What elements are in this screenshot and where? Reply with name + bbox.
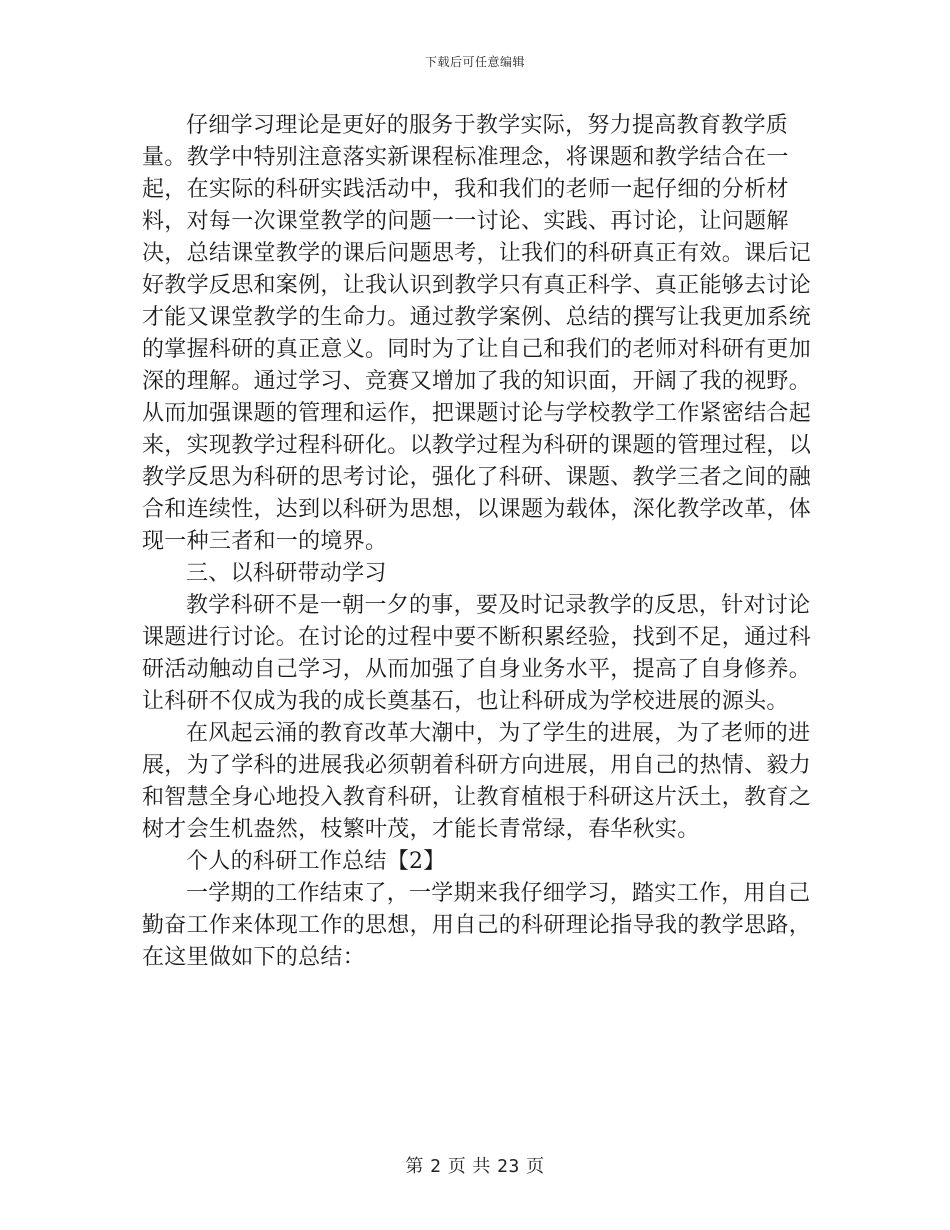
footer-middle: 页 共 [447,1156,491,1177]
footer-prefix: 第 [405,1156,424,1177]
paragraph-3: 在风起云涌的教育改革大潮中，为了学生的进展，为了老师的进展，为了学科的进展我必须朝着科研方向进展，用自己的热情、毅力和智慧全身心地投入教育科研，让教育植根于科研这片沃土，教育之树才会生机盎然，枝繁叶茂，才能长青常绿，春华秋实。 [142,721,812,842]
paragraph-4: 一学期的工作结束了，一学期来我仔细学习，踏实工作，用自己勤奋工作来体现工作的思想，用自己的科研理论指导我的教学思路，在这里做如下的总结： [142,881,812,970]
paragraph-2: 教学科研不是一朝一夕的事，要及时记录教学的反思，针对讨论课题进行讨论。在讨论的过程中要不断积累经验，找到不足，通过科研活动触动自己学习，从而加强了自身业务水平，提高了自身修养。让科研不仅成为我的成长奠基石，也让科研成为学校进展的源头。 [142,593,812,714]
footer-page-number: 2 [430,1156,442,1177]
footer-suffix: 页 [526,1156,545,1177]
page-header: 下载后可任意编辑 [424,55,525,69]
paragraph-1: 仔细学习理论是更好的服务于教学实际，努力提高教育教学质量。教学中特别注意落实新课程标准理念，将课题和教学结合在一起，在实际的科研实践活动中，我和我们的老师一起仔细的分析材料，对每一次课堂教学的问题一一讨论、实践、再讨论，让问题解决，总结课堂教学的课后问题思考，让我们的科研真正有效。课后记好教学反思和案例，让我认识到教学只有真正科学、真正能够去讨论才能又课堂教学的生命力。通过教学案例、总结的撰写让我更加系统的掌握科研的真正意义。同时为了让自己和我们的老师对科研有更加深的理解。通过学习、竞赛又增加了我的知识面，开阔了我的视野。从而加强课题的管理和运作，把课题讨论与学校教学工作紧密结合起来，实现教学过程科研化。以教学过程为科研的课题的管理过程，以教学反思为科研的思考讨论，强化了科研、课题、教学三者之间的融合和连续性，达到以科研为思想，以课题为载体，深化教学改革，体现一种三者和一的境界。 [142,113,812,554]
section-heading-3: 三、以科研带动学习 [186,561,387,586]
body-content [142,110,822,974]
article-title-2: 个人的科研工作总结【2】 [186,849,446,874]
footer-total-pages: 23 [497,1156,520,1177]
page-footer [0,1156,950,1178]
